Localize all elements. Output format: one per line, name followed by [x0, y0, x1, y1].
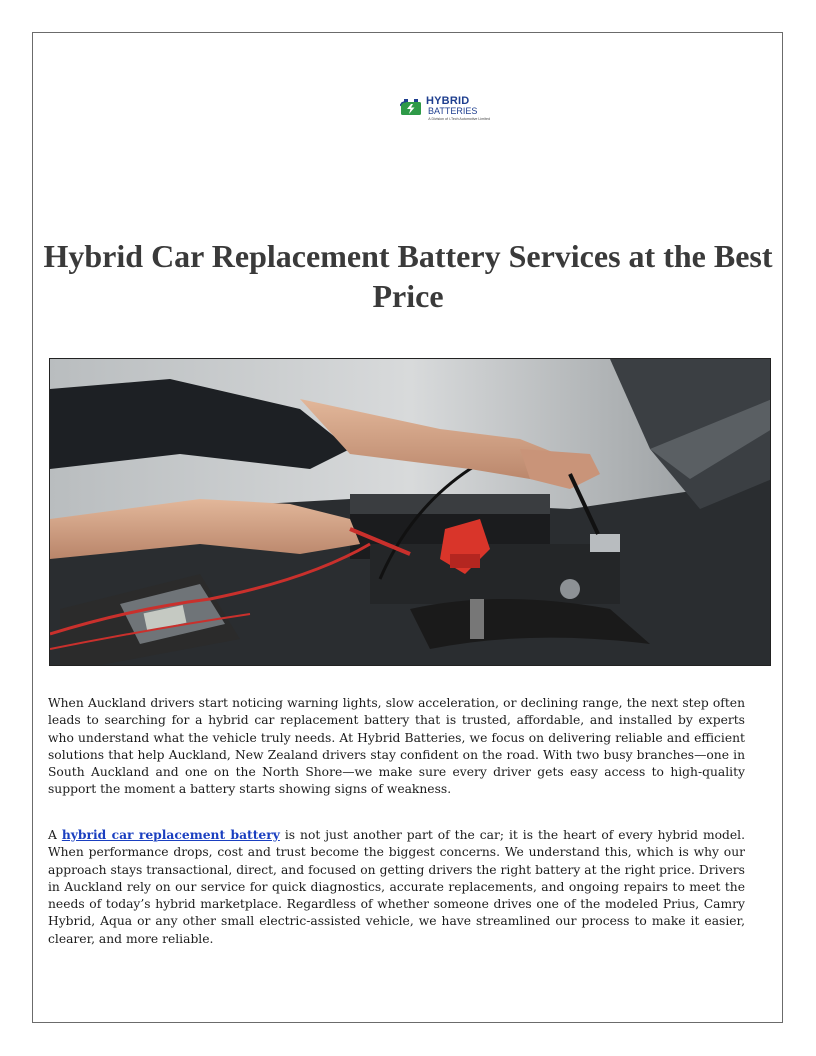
paragraph-body: is not just another part of the car; it is the heart of every hybrid model. When performance drops, cost and trust become the biggest concerns. We understand this, which is why our approach stays transactional, direct, and focused on getting drivers the right battery at the right price. Drivers in Auckland rely on our service for quick diagnostics, accurate replacements, and ongoing repairs to meet the needs of today’s hybrid marketplace. Regardless of whether someone drives one of the modeled Prius, Camry Hybrid, Aqua or any other small electric-assisted vehicle, we have streamlined our process to make it easier, clearer, and more reliable.: [48, 828, 745, 946]
hero-image: [49, 358, 771, 666]
company-logo[interactable]: [400, 95, 490, 125]
paragraph-prefix: A: [48, 828, 62, 842]
battery-paragraph: [48, 826, 745, 948]
page-title: Hybrid Car Replacement Battery Services at the Best Price: [43, 238, 773, 314]
logo-word-batteries: BATTERIES: [428, 106, 478, 116]
battery-logo-icon: [400, 97, 424, 117]
logo-word-hybrid: HYBRID: [426, 95, 470, 107]
logo-tagline: A Division of i-Tech Automotive Limited: [428, 117, 490, 121]
mechanic-testing-battery-photo: [50, 359, 771, 666]
intro-paragraph: When Auckland drivers start noticing warning lights, slow acceleration, or declining range, the next step often leads to searching for a hybrid car replacement battery that is trusted, affordable, and installed by experts who understand what the vehicle truly needs. At Hybrid Batteries, we focus on delivering reliable and efficient solutions that help Auckland, New Zealand drivers stay confident on the road. With two busy branches—one in South Auckland and one on the North Shore—we make sure every driver gets easy access to high-quality support the moment a battery starts showing signs of weakness.: [48, 696, 745, 797]
hybrid-battery-link[interactable]: hybrid car replacement battery: [61, 827, 280, 842]
